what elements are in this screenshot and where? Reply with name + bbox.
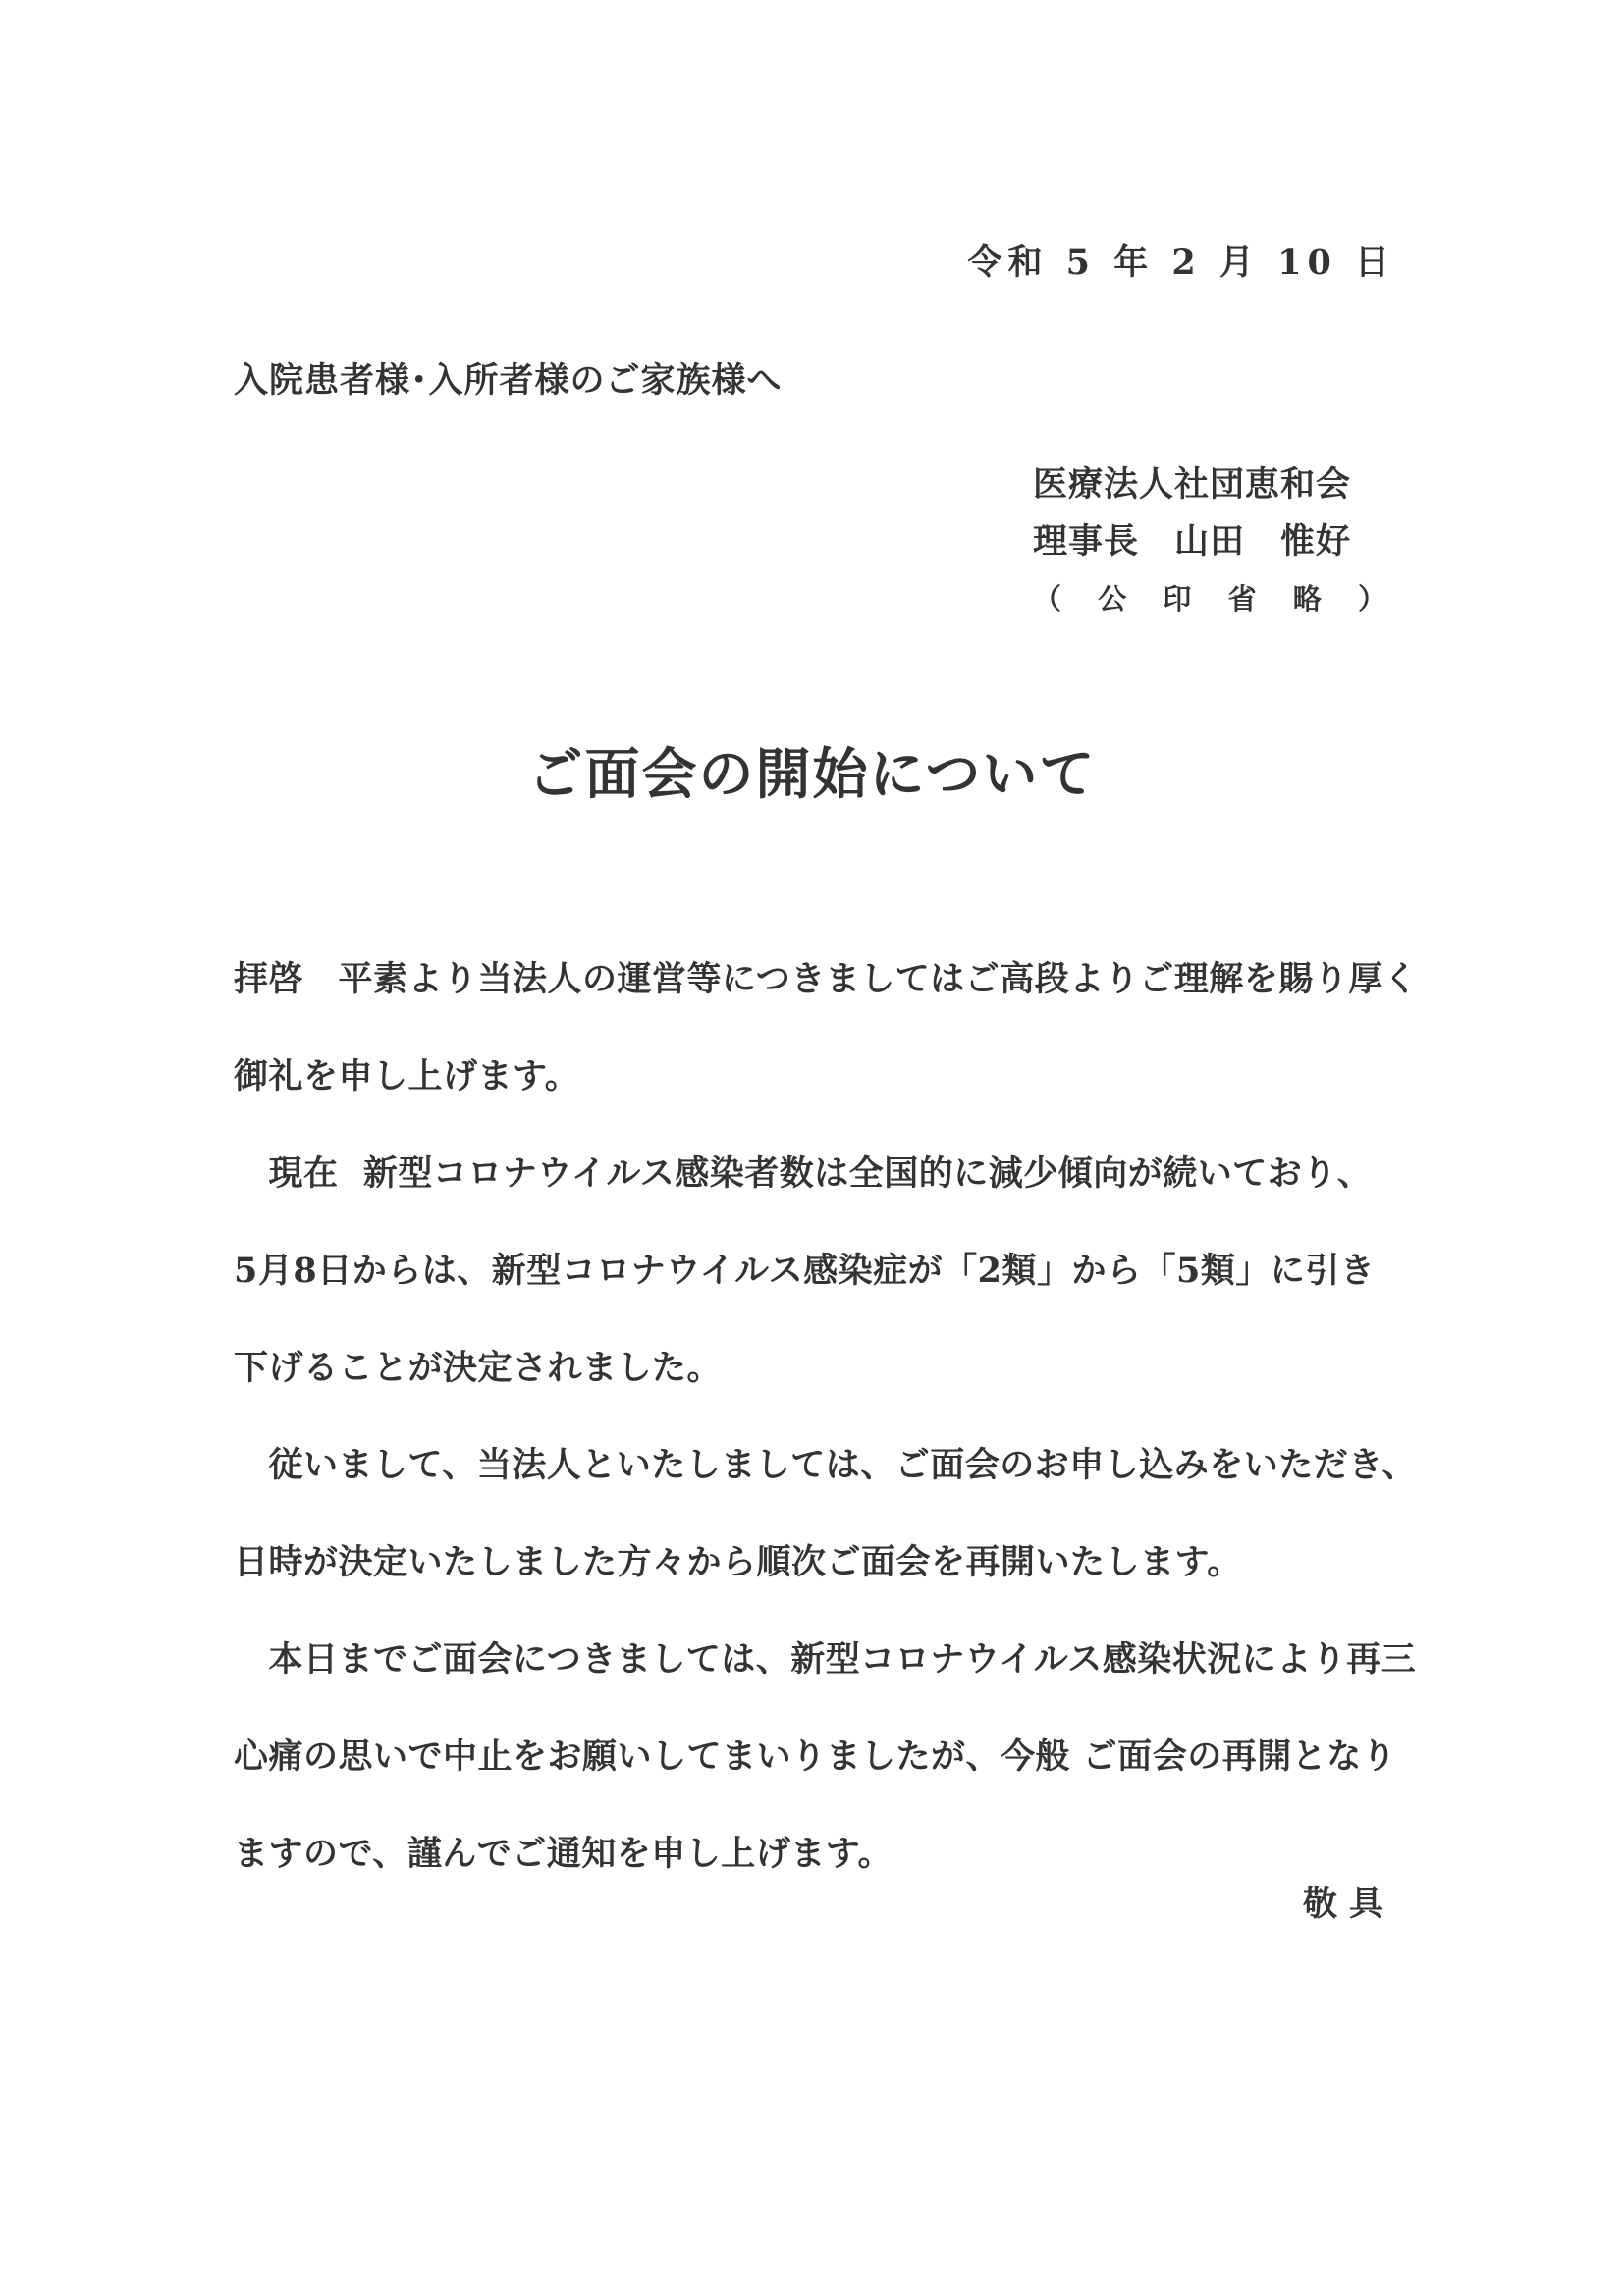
seal-note-char: 省 xyxy=(1227,582,1257,615)
seal-note-char: 略 xyxy=(1292,582,1322,615)
seal-omitted-note xyxy=(1033,570,1386,627)
seal-note-char: ） xyxy=(1357,582,1386,615)
body-line: 拝啓 平素より当法人の運営等につきましてはご高段よりご理解を賜り厚く xyxy=(234,959,1419,999)
seal-note-char: 印 xyxy=(1163,582,1192,615)
body-line: 従いまして、当法人といたしましては、ご面会のお申し込みをいただき、 xyxy=(234,1445,1417,1485)
body-line: 現在 新型コロナウイルス感染者数は全国的に減少傾向が続いており、 xyxy=(234,1153,1373,1194)
body-line: ますので、謹んでご通知を申し上げます。 xyxy=(234,1834,893,1874)
seal-note-char: 公 xyxy=(1098,582,1127,615)
seal-note-char: （ xyxy=(1033,582,1062,615)
body-line: 日時が決定いたしました方々から順次ご面会を再開いたします。 xyxy=(234,1542,1242,1582)
body-line: 5月8日からは、新型コロナウイルス感染症が「2類」から「5類」に引き xyxy=(234,1251,1376,1291)
sender-block xyxy=(1033,456,1396,627)
body-line: 心痛の思いで中止をお願いしてまいりましたが、今般 ご面会の再開となり xyxy=(234,1736,1397,1777)
body-line: 下げることが決定されました。 xyxy=(234,1348,723,1388)
letter-body xyxy=(234,950,1419,1922)
closing-phrase: 敬具 xyxy=(1302,1884,1395,1924)
sender-organization: 医療法人社団恵和会 xyxy=(1033,464,1352,505)
body-line: 本日までご面会につきましては、新型コロナウイルス感染状況により再三 xyxy=(234,1639,1417,1680)
body-line: 御礼を申し上げます。 xyxy=(234,1056,580,1096)
letter-date: 令和 5 年 2 月 10 日 xyxy=(967,242,1395,283)
sender-name: 理事長 山田 惟好 xyxy=(1033,521,1352,561)
recipient-line: 入院患者様･入所者様のご家族様へ xyxy=(234,360,783,400)
document-title: ご面会の開始について xyxy=(527,742,1097,807)
